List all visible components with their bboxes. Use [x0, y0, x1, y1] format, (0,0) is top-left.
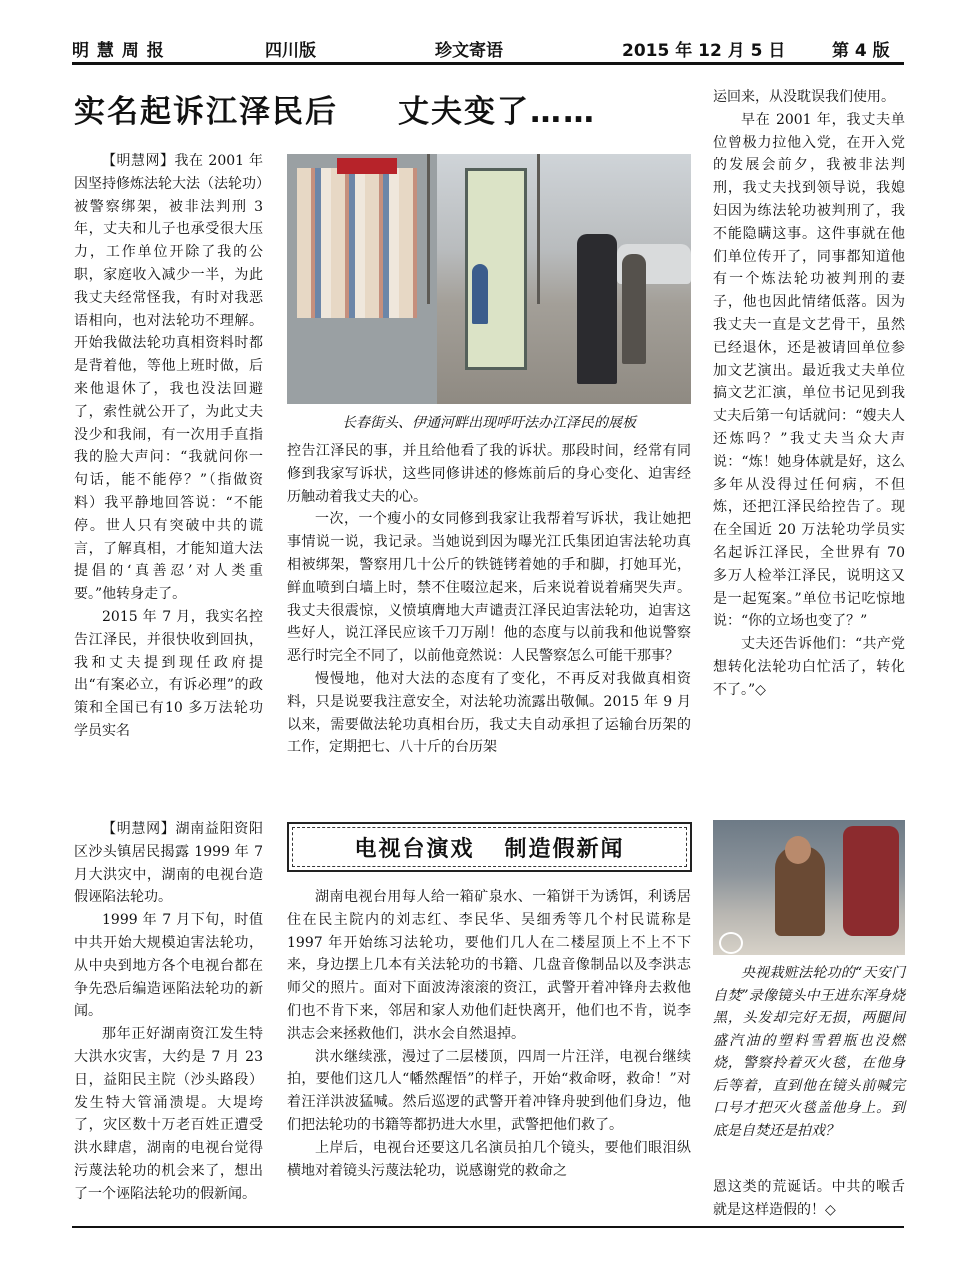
article2-title-part2: 制造假新闻 [504, 836, 625, 862]
tree-trunk-image [427, 154, 430, 304]
photo1-caption: 长春街头、伊通河畔出现呼吁法办江泽民的展板 [342, 415, 636, 431]
article2-col3-paragraph: 恩这类的荒诞话。中共的喉舌就是这样造假的！◇ [713, 1179, 905, 1218]
issue-date: 2015 年 12 月 5 日 [622, 41, 786, 61]
article2-col1-paragraph: 1999 年 7 月下旬，时值中共开始大规模迫害法轮功，从中央到地方各个电视台都在争先恐后编造诬陷法轮功的新闻。 [74, 912, 263, 1020]
article1-col3-paragraph: 运回来，从没耽误我们使用。 [713, 89, 895, 105]
pedestrian-image [577, 234, 617, 384]
article2-headline-box [287, 822, 692, 872]
article2-col2-paragraph: 湖南电视台用每人给一箱矿泉水、一箱饼干为诱饵，利诱居住在民主院内的刘志红、李民华、吴细秀等几个村民谎称是 1997 年开始练习法轮功，要他们几人在二楼屋顶上不上不下来，身边摆上几本有关法轮功的书籍、几盘音像制品以及李洪志师父的照片。面对下面波涛滚滚的资江，武警开着冲锋舟去救他们也不肯下来，邻居和家人劝他们赶快离开，他们也不肯，说李洪志会来拯救他们，洪水会自然退掉。 [287, 889, 691, 1042]
pedestrian-image [622, 254, 646, 364]
fire-blanket-image [843, 826, 899, 936]
article1-col1-paragraph: 【明慧网】我在 2001 年因坚持修炼法轮大法（法轮功）被警察绑架，被非法判刑 3 年，丈夫和儿子也承受很大压力，工作单位开除了我的公职，家庭收入减少一半，为此我丈夫经常怪我，有时对我恶语相向，也对法轮功不理解。开始我做法轮功真相资料时都是背着他，等他上班时做，后来他退休了，我也没法回避了，索性就公开了，为此丈夫没少和我闹，有一次用手直指我的脸大声问：“我就问你一句话，能不能停？”（指做资料）我平静地回答说：“不能停。世人只有突破中共的谎言，了解真相，才能知道大法提倡的‘真善忍’对人类重要。”他转身走了。 [74, 153, 263, 603]
article1-col2-paragraph: 慢慢地，他对大法的态度有了变化，不再反对我做真相资料，只是说要我注意安全，对法轮功流露出敬佩。2015 年 9 月以来，需要做法轮功真相台历，我丈夫自动承担了运输台历架的工作，定期把七、八十斤的台历架 [287, 670, 691, 756]
article2-title-part1: 电视台演戏 [354, 836, 475, 862]
footer-rule [72, 1226, 904, 1228]
article2-column1 [74, 818, 263, 1226]
tree-trunk-image [537, 154, 540, 304]
photo2-caption: 央视栽赃法轮功的“天安门自焚”录像镜头中王进东浑身烧黑，头发却完好无损，两腿间盛汽油的塑料雪碧瓶也没燃烧，警察拎着灭火毯，在他身后等着，直到他在镜头前喊完口号才把灭火毯盖他身上。到底是自焚还是拍戏？ [713, 965, 905, 1139]
article1-headline [74, 86, 704, 131]
article1-column1 [74, 150, 263, 806]
headline-part1: 实名起诉江泽民后 [74, 94, 338, 130]
paper-name: 明 慧 周 报 [72, 41, 165, 61]
cctv-footage-photo [713, 820, 905, 955]
article1-column2 [287, 440, 691, 810]
article1-col2-paragraph: 控告江泽民的事，并且给他看了我的诉状。那段时间，经常有同修到我家写诉状，这些同修讲述的修炼前后的身心变化、迫害经历触动着我丈夫的心。 [287, 443, 691, 505]
article2-col2-paragraph: 上岸后，电视台还要这几名演员拍几个镜头，要他们眼泪纵横地对着镜头污蔑法轮功，说感谢党的救命之 [287, 1139, 691, 1179]
edition-label: 四川版 [265, 41, 316, 61]
page-number: 第 4 版 [832, 41, 890, 61]
article2-column2 [287, 886, 691, 1226]
header-rule [72, 62, 904, 65]
article2-col1-paragraph: 那年正好湖南资江发生特大洪水灾害，大约是 7 月 23 日，益阳民主院（沙头路段）发生特大管涌溃堤。大堤垮了，灾区数十万老百姓正遭受洪水肆虐，湖南的电视台觉得污蔑法轮功的机会来了，想出了一个诬陷法轮功的假新闻。 [74, 1026, 263, 1202]
article1-col1-paragraph: 2015 年 7 月，我实名控告江泽民，并很快收到回执，我和丈夫提到现任政府提出“有案必立，有诉必理”的政策和全国已有10 多万法轮功学员实名 [74, 608, 263, 739]
article1-col2-paragraph: 一次，一个瘦小的女同修到我家让我帮着写诉状，我让她把事情说一说，我记录。当她说到因为曝光江氏集团迫害法轮功真相被绑架，警察用几十公斤的铁链铐着她的手和脚，打她耳光，鲜血喷到白墙上时，禁不住啜泣起来，后来说着说着痛哭失声。我丈夫很震惊，义愤填膺地大声谴责江泽民迫害法轮功，迫害这些好人，说江泽民应该千刀万剐！他的态度与以前我和他说警察恶行时完全不同了，以前他竟然说：人民警察怎么可能干那事？ [287, 511, 691, 665]
article1-col3-paragraph: 早在 2001 年，我丈夫单位曾极力拉他入党，在开入党的发展会前夕，我被非法判刑，我丈夫找到领导说，我媳妇因为练法轮功被判刑了，我不能隐瞒这事。这件事就在他们单位传开了，同事都知道他有一个炼法轮功被判刑的妻子，他也因此情绪低落。因为我丈夫一直是文艺骨干，虽然已经退休，还是被请回单位参加文艺演出。最近我丈夫单位搞文艺汇演，单位书记见到我丈夫后第一句话就问：“嫂夫人还炼吗？”我丈夫当众大声说：“炼！她身体就是好，这么多年从没得过任何病，不但炼，还把江泽民给控告了。现在全国近 20 万法轮功学员实名起诉江泽民，全世界有 70 多万人检举江泽民，说明这又是一起冤案。”单位书记吃惊地说：“你的立场也变了？” [713, 111, 905, 630]
poster-title-banner-image [337, 158, 397, 174]
headline-part2: 丈夫变了…… [398, 94, 596, 130]
article2-col2-paragraph: 洪水继续涨，漫过了二层楼顶，四周一片汪洋，电视台继续拍，要他们这几人“幡然醒悟”的样子，开始“救命呀，救命！”对着汪洋洪波猛喊。然后巡逻的武警开着冲锋舟驶到他们身边，他们把法轮功的书籍等都扔进大水里，武警把他们救了。 [287, 1048, 691, 1133]
figure-head-image [785, 836, 811, 864]
section-label: 珍文寄语 [435, 41, 503, 61]
tv-logo-icon [719, 932, 743, 954]
article2-column3 [713, 1176, 905, 1226]
article1-column3 [713, 86, 905, 812]
board-poster-image [297, 168, 417, 318]
article2-col1-paragraph: 【明慧网】湖南益阳资阳区沙头镇居民揭露 1999 年 7 月大洪灾中，湖南的电视台造假诬陷法轮功。 [74, 821, 263, 906]
street-display-board-photo [287, 154, 691, 404]
page-header [72, 32, 902, 60]
pedestrian-image [472, 264, 488, 324]
article1-col3-paragraph: 丈夫还告诉他们：“共产党想转化法轮功白忙活了，转化不了。”◇ [713, 636, 905, 698]
